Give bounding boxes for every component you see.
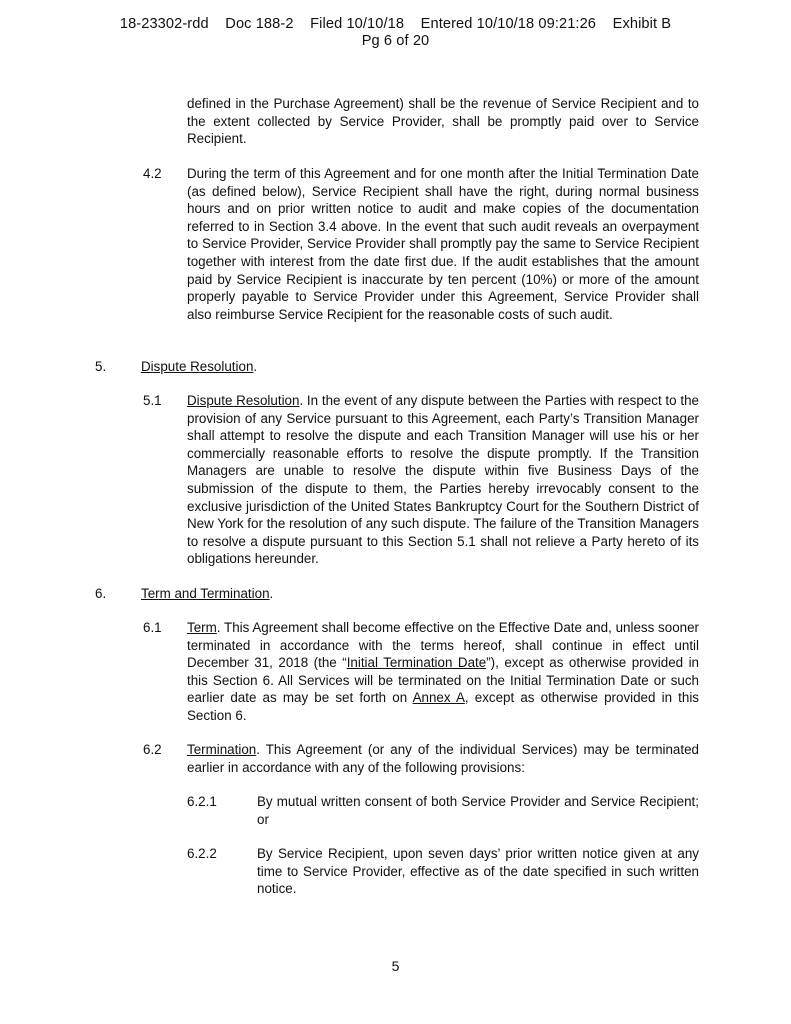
section-6-title: Term and Termination	[141, 586, 270, 601]
section-6-1-paragraph	[187, 619, 699, 725]
section-6-1-text-c: , except as otherwise provided in this Section 6.	[187, 690, 700, 723]
filing-header	[0, 16, 791, 50]
section-6-heading	[141, 585, 273, 603]
section-6-2-2-number: 6.2.2	[187, 846, 217, 861]
annex-a-reference: Annex A	[412, 690, 465, 706]
section-5-title: Dispute Resolution	[141, 359, 254, 374]
section-6-2-2-text: By Service Recipient, upon seven days’ prior written notice given at any time to Service Provider, effective as of the date specified in such written notice.	[257, 846, 699, 897]
section-6-1-text-b: ”), except as otherwise provided in this Section 6. All Services will be terminated on the Initial Termination Date or such earlier date as may be set forth on	[187, 655, 699, 706]
section-4-2-text: During the term of this Agreement and for one month after the Initial Termination Date (as defined below), Service Recipient shall have the right, during normal business hours and on prior written notice to audit and make copies of the documentation referred to in Section 3.4 above. In the event that such audit reveals an overpayment to Service Provider, Service Provider shall promptly pay the same to Service Recipient together with interest from the date first due. If the audit establishes that the amount paid by Service Recipient is inaccurate by ten percent (10%) or more of the amount properly payable to Service Provider under this Agreement, Service Provider shall also reimburse Service Recipient for the reasonable costs of such audit.	[187, 166, 699, 322]
section-5-1-text: . In the event of any dispute between the Parties with respect to the provision of any Service pursuant to this Agreement, each Party’s Transition Manager shall attempt to resolve the dispute and each Transition Manager will use his or her commercially reasonable efforts to resolve the dispute promptly. If the Transition Managers are unable to resolve the dispute within five Business Days of the submission of the dispute to them, the Parties hereby irrevocably consent to the exclusive jurisdiction of the United States Bankruptcy Court for the Southern District of New York for the resolution of any such dispute. The failure of the Transition Managers to resolve a dispute pursuant to this Section 5.1 shall not relieve a Party hereto of its obligations hereunder.	[187, 393, 699, 567]
section-4-2-number: 4.2	[143, 166, 162, 181]
section-6-2-1-text: By mutual written consent of both Service Provider and Service Recipient; or	[257, 794, 699, 827]
section-6-2-paragraph	[187, 741, 699, 776]
section-5-heading	[141, 358, 257, 376]
section-6-2-number: 6.2	[143, 742, 162, 757]
section-6-2-title: Termination	[187, 742, 257, 757]
section-6-number: 6.	[95, 586, 107, 601]
section-6-title-period: .	[269, 586, 274, 601]
initial-termination-date-term: Initial Termination Date	[346, 655, 487, 671]
page-number: 5	[391, 958, 400, 974]
continuation-paragraph: defined in the Purchase Agreement) shall be the revenue of Service Recipient and to the extent collected by Service Provider, shall be promptly paid over to Service Recipient.	[187, 96, 699, 147]
filing-header-line1: 18-23302-rdd Doc 188-2 Filed 10/10/18 Entered 10/10/18 09:21:26 Exhibit B	[119, 16, 672, 32]
section-6-1-text-a: . This Agreement shall become effective on the Effective Date and, unless sooner terminated in accordance with the terms hereof, shall continue in effect until December 31, 2018 (the “	[187, 620, 699, 671]
section-6-2-1-number: 6.2.1	[187, 794, 217, 809]
section-5-number: 5.	[95, 359, 107, 374]
section-6-1-title: Term	[187, 620, 217, 635]
section-6-2-text: . This Agreement (or any of the individual Services) may be terminated earlier in accordance with any of the following provisions:	[187, 742, 699, 775]
section-5-1-number: 5.1	[143, 393, 162, 408]
section-5-title-period: .	[253, 359, 258, 374]
section-5-1-title: Dispute Resolution	[187, 393, 300, 408]
section-6-1-number: 6.1	[143, 620, 162, 635]
filing-header-line2: Pg 6 of 20	[361, 33, 430, 49]
section-5-1-paragraph	[187, 392, 699, 568]
